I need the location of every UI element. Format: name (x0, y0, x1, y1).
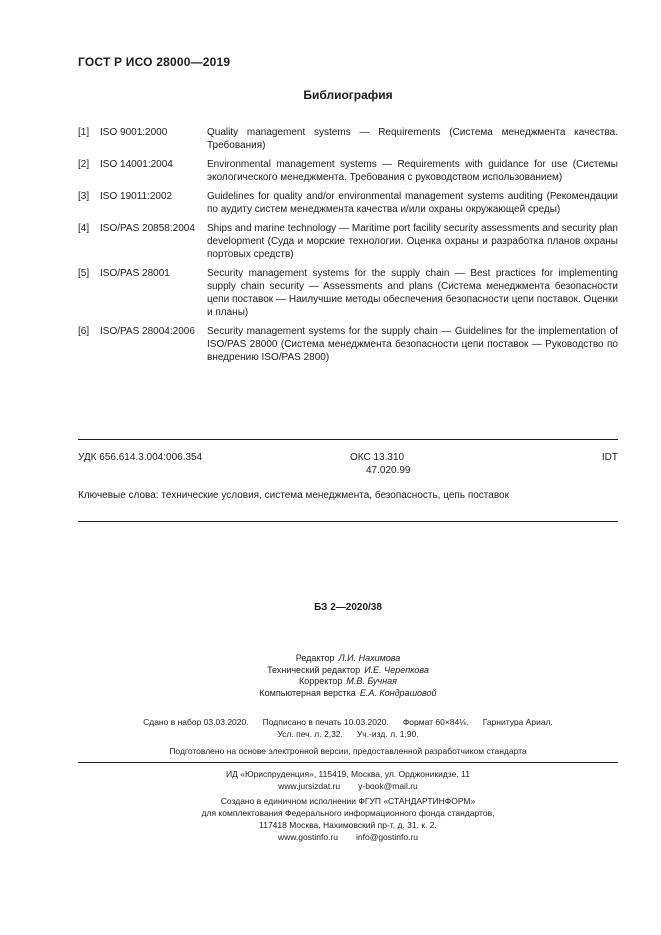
entry-description: Environmental management systems — Requirements with guidance for use (Системы экологического менеджмента. Требования с руководством использованием) (207, 159, 618, 183)
credits-block (78, 653, 618, 699)
entry-code: ISO 9001:2000 (100, 127, 168, 138)
credit-name: И.Е. Черепкова (364, 664, 429, 675)
standartinform-line-1: Создано в единичном исполнении ФГУП «СТАНДАРТИНФОРМ» (220, 796, 476, 806)
credit-name: Л.И. Нахимова (338, 653, 401, 663)
page-title: Библиография (303, 88, 393, 102)
entry-code: ISO/PAS 28004:2006 (100, 326, 195, 337)
publisher-block (78, 768, 618, 843)
document-header: ГОСТ Р ИСО 28000—2019 (78, 55, 231, 69)
publisher-email-1: y-book@mail.ru (358, 781, 418, 791)
entry-code: ISO/PAS 28001 (100, 268, 170, 279)
entry-number: [4] (78, 223, 90, 234)
imprint-block (60, 716, 636, 740)
oks-code-primary: ОКС 13.310 (350, 452, 405, 463)
entry-code: ISO 19011:2002 (100, 191, 173, 202)
keywords-line: Ключевые слова: технические условия, система менеджмента, безопасность, цепь поставок (78, 490, 509, 501)
bibliography-entry (78, 325, 618, 364)
edition-code: БЗ 2—2020/38 (314, 602, 382, 613)
standartinform-line-2: для комплектования Федерального информационного фонда стандартов, (201, 808, 495, 818)
entry-number: [3] (78, 191, 90, 202)
udk-code: УДК 656.614.3.004:006.354 (78, 452, 203, 463)
credit-name: Е.А. Кондрашовой (359, 687, 437, 698)
credit-line (78, 688, 618, 700)
divider-middle (78, 521, 618, 522)
oks-code-secondary: 47.020.99 (366, 465, 411, 476)
publisher-contacts-1 (78, 780, 618, 792)
entry-number: [2] (78, 159, 90, 170)
imprint-format: Формат 60×84⅛. (402, 717, 469, 727)
imprint-line-1 (60, 716, 636, 728)
entry-number: [1] (78, 127, 90, 138)
entry-description: Security management systems for the supply chain — Best practices for implementing supply chain security — Assessments and plans (Система менеджмента безопасности цепи поставок — Наилучшие методы обеспечения безопасности цепи поставок. Оценки и планы) (207, 268, 618, 318)
entry-description: Security management systems for the supply chain — Guidelines for the implementation of ISO/PAS 28000 (Система менеджмента безопасности цепи поставок — Руководство по внедрению ISO/PAS 2800) (207, 326, 618, 363)
credit-role: Компьютерная верстка (259, 687, 356, 698)
imprint-print-date: Подписано в печать 10.03.2020. (262, 717, 389, 727)
imprint-typeface: Гарнитура Ариал. (482, 717, 553, 727)
credit-role: Редактор (295, 653, 335, 663)
bibliography-entry (78, 126, 618, 152)
idt-label: IDT (601, 452, 618, 463)
credit-role: Технический редактор (267, 664, 361, 675)
entry-code: ISO/PAS 20858:2004 (100, 223, 195, 234)
entry-number: [5] (78, 268, 90, 279)
imprint-print-sheets: Усл. печ. л. 2,32. (277, 729, 343, 739)
divider-bottom (78, 762, 618, 763)
publisher-contacts-2 (78, 831, 618, 843)
credit-line (78, 665, 618, 677)
publisher-address-1: ИД «Юриспруденция», 115419, Москва, ул. Орджоникидзе, 11 (226, 769, 470, 779)
bibliography-entry (78, 158, 618, 184)
bibliography-list (78, 126, 618, 370)
publisher-website-1: www.jursizdat.ru (278, 781, 341, 791)
credit-role: Корректор (299, 676, 343, 686)
bibliography-entry (78, 267, 618, 319)
entry-description: Ships and marine technology — Maritime port facility security assessments and security plan development (Суда и морские технологии. Оценка охраны и разработка планов охраны портовых средств) (207, 223, 618, 260)
publisher-email-2: info@gostinfo.ru (355, 832, 419, 842)
imprint-line-2 (60, 728, 636, 740)
entry-description: Quality management systems — Requirements (Система менеджмента качества. Требования) (207, 127, 618, 151)
imprint-pub-sheets: Уч.-изд. л. 1,90. (356, 729, 419, 739)
standartinform-address: 117418 Москва, Нахимовский пр-т, д. 31. к. 2. (259, 820, 437, 830)
credit-line (78, 653, 618, 665)
bibliography-entry (78, 222, 618, 261)
classification-row (78, 451, 618, 476)
entry-code: ISO 14001:2004 (100, 159, 173, 170)
entry-description: Guidelines for quality and/or environmental management systems auditing (Рекомендации по аудиту систем менеджмента качества и/или охраны окружающей среды) (207, 191, 618, 215)
oks-codes (350, 451, 411, 477)
imprint-typeset-date: Сдано в набор 03.03.2020. (143, 717, 249, 727)
divider-top (78, 439, 618, 440)
entry-number: [6] (78, 326, 90, 337)
publisher-website-2: www.gostinfo.ru (277, 832, 338, 842)
bibliography-entry (78, 190, 618, 216)
credit-line (78, 676, 618, 688)
credit-name: М.В. Бучная (346, 676, 397, 686)
prepared-note: Подготовлено на основе электронной версии, предоставленной разработчиком стандарта (169, 746, 527, 756)
